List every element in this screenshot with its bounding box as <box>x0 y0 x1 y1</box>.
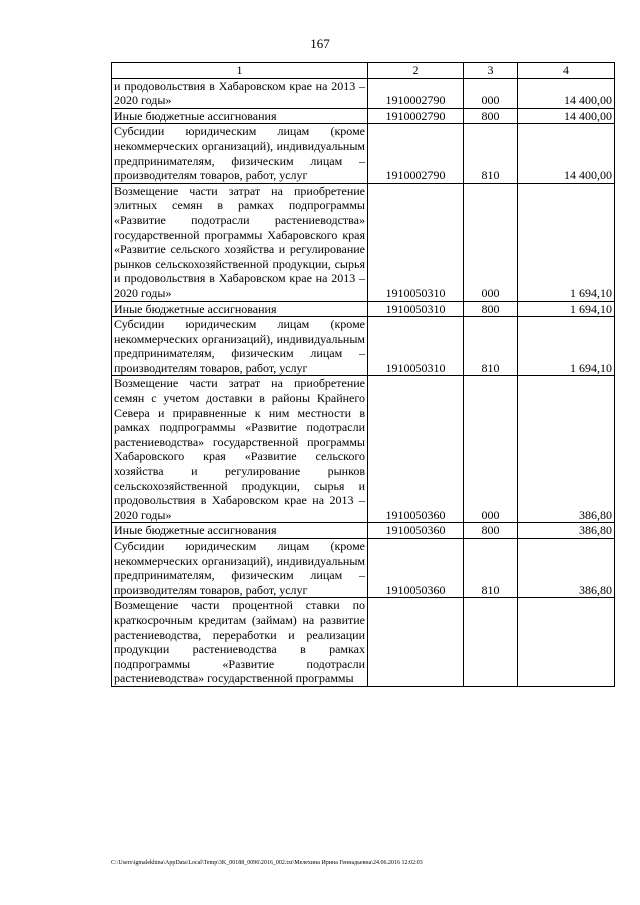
row-name-cell: Возмещение части затрат на приобретение элитных семян в рамках подпрограммы «Развитие подотрасли растениеводства» государственной программы Хабаровского края «Развитие сельского хозяйства и регулирование рынков сельскохозяйственной продукции, сырья и продовольствия в Хабаровском крае на 2013 – 2020 годы» <box>112 183 368 301</box>
row-code-cell: 1910002790 <box>368 108 464 124</box>
row-type-cell: 800 <box>464 108 518 124</box>
table-row <box>112 523 615 539</box>
row-type-cell: 800 <box>464 523 518 539</box>
column-header-1: 1 <box>112 63 368 79</box>
table-row <box>112 108 615 124</box>
row-sum-cell <box>518 598 615 687</box>
column-header-4: 4 <box>518 63 615 79</box>
row-sum-cell: 1 694,10 <box>518 317 615 376</box>
row-name-cell: Субсидии юридическим лицам (кроме некоммерческих организаций), индивидуальным предпринимателям, физическим лицам – производителям товаров, работ, услуг <box>112 124 368 183</box>
budget-table <box>111 62 615 687</box>
row-type-cell: 000 <box>464 183 518 301</box>
row-code-cell: 1910002790 <box>368 78 464 108</box>
row-name-cell: Иные бюджетные ассигнования <box>112 108 368 124</box>
row-code-cell: 1910002790 <box>368 124 464 183</box>
column-header-2: 2 <box>368 63 464 79</box>
row-code-cell: 1910050310 <box>368 183 464 301</box>
row-name-cell: Возмещение части затрат на приобретение семян с учетом доставки в районы Крайнего Севера и приравненные к ним местности в рамках подпрограммы «Развитие подотрасли растениеводства» государственной программы Хабаровского края «Развитие сельского хозяйства и регулирование рынков сельскохозяйственной продукции, сырья и продовольствия в Хабаровском крае на 2013 – 2020 годы» <box>112 376 368 523</box>
page-number: 167 <box>310 36 330 51</box>
table-row <box>112 539 615 598</box>
row-sum-cell: 14 400,00 <box>518 124 615 183</box>
table-row <box>112 376 615 523</box>
row-type-cell: 800 <box>464 301 518 317</box>
row-code-cell: 1910050360 <box>368 539 464 598</box>
row-type-cell: 810 <box>464 539 518 598</box>
table-row <box>112 598 615 687</box>
row-type-cell: 000 <box>464 376 518 523</box>
row-name-cell: Возмещение части процентной ставки по краткосрочным кредитам (займам) на развитие растениеводства, переработки и реализации продукции растениеводства в рамках подпрограммы «Развитие подотрасли растениеводства» государственной программы <box>112 598 368 687</box>
table-row <box>112 183 615 301</box>
row-code-cell: 1910050310 <box>368 317 464 376</box>
row-name-cell: Иные бюджетные ассигнования <box>112 301 368 317</box>
row-name-cell: Иные бюджетные ассигнования <box>112 523 368 539</box>
row-type-cell <box>464 598 518 687</box>
table-row <box>112 301 615 317</box>
row-type-cell: 810 <box>464 124 518 183</box>
row-name-cell: Субсидии юридическим лицам (кроме некоммерческих организаций), индивидуальным предпринимателям, физическим лицам – производителям товаров, работ, услуг <box>112 539 368 598</box>
row-type-cell: 810 <box>464 317 518 376</box>
row-code-cell: 1910050360 <box>368 376 464 523</box>
row-code-cell <box>368 598 464 687</box>
column-header-3: 3 <box>464 63 518 79</box>
row-type-cell: 000 <box>464 78 518 108</box>
table-body <box>112 78 615 686</box>
row-sum-cell: 386,80 <box>518 523 615 539</box>
row-code-cell: 1910050310 <box>368 301 464 317</box>
row-sum-cell: 386,80 <box>518 539 615 598</box>
row-sum-cell: 1 694,10 <box>518 301 615 317</box>
row-name-cell: и продовольствия в Хабаровском крае на 2013 – 2020 годы» <box>112 78 368 108</box>
table-row <box>112 78 615 108</box>
row-sum-cell: 14 400,00 <box>518 78 615 108</box>
row-sum-cell: 386,80 <box>518 376 615 523</box>
table-row <box>112 124 615 183</box>
table-header-row <box>112 63 615 79</box>
row-sum-cell: 14 400,00 <box>518 108 615 124</box>
row-name-cell: Субсидии юридическим лицам (кроме некоммерческих организаций), индивидуальным предпринимателям, физическим лицам – производителям товаров, работ, услуг <box>112 317 368 376</box>
table-row <box>112 317 615 376</box>
row-sum-cell: 1 694,10 <box>518 183 615 301</box>
footer-file-path: C:\Users\igmalekhina\AppData\Local\Temp\3K_00188_0096\2016_002.txt\Мелехина Ирина Геннадьевна\24.06.2016 12:02:03 <box>111 860 423 866</box>
row-code-cell: 1910050360 <box>368 523 464 539</box>
